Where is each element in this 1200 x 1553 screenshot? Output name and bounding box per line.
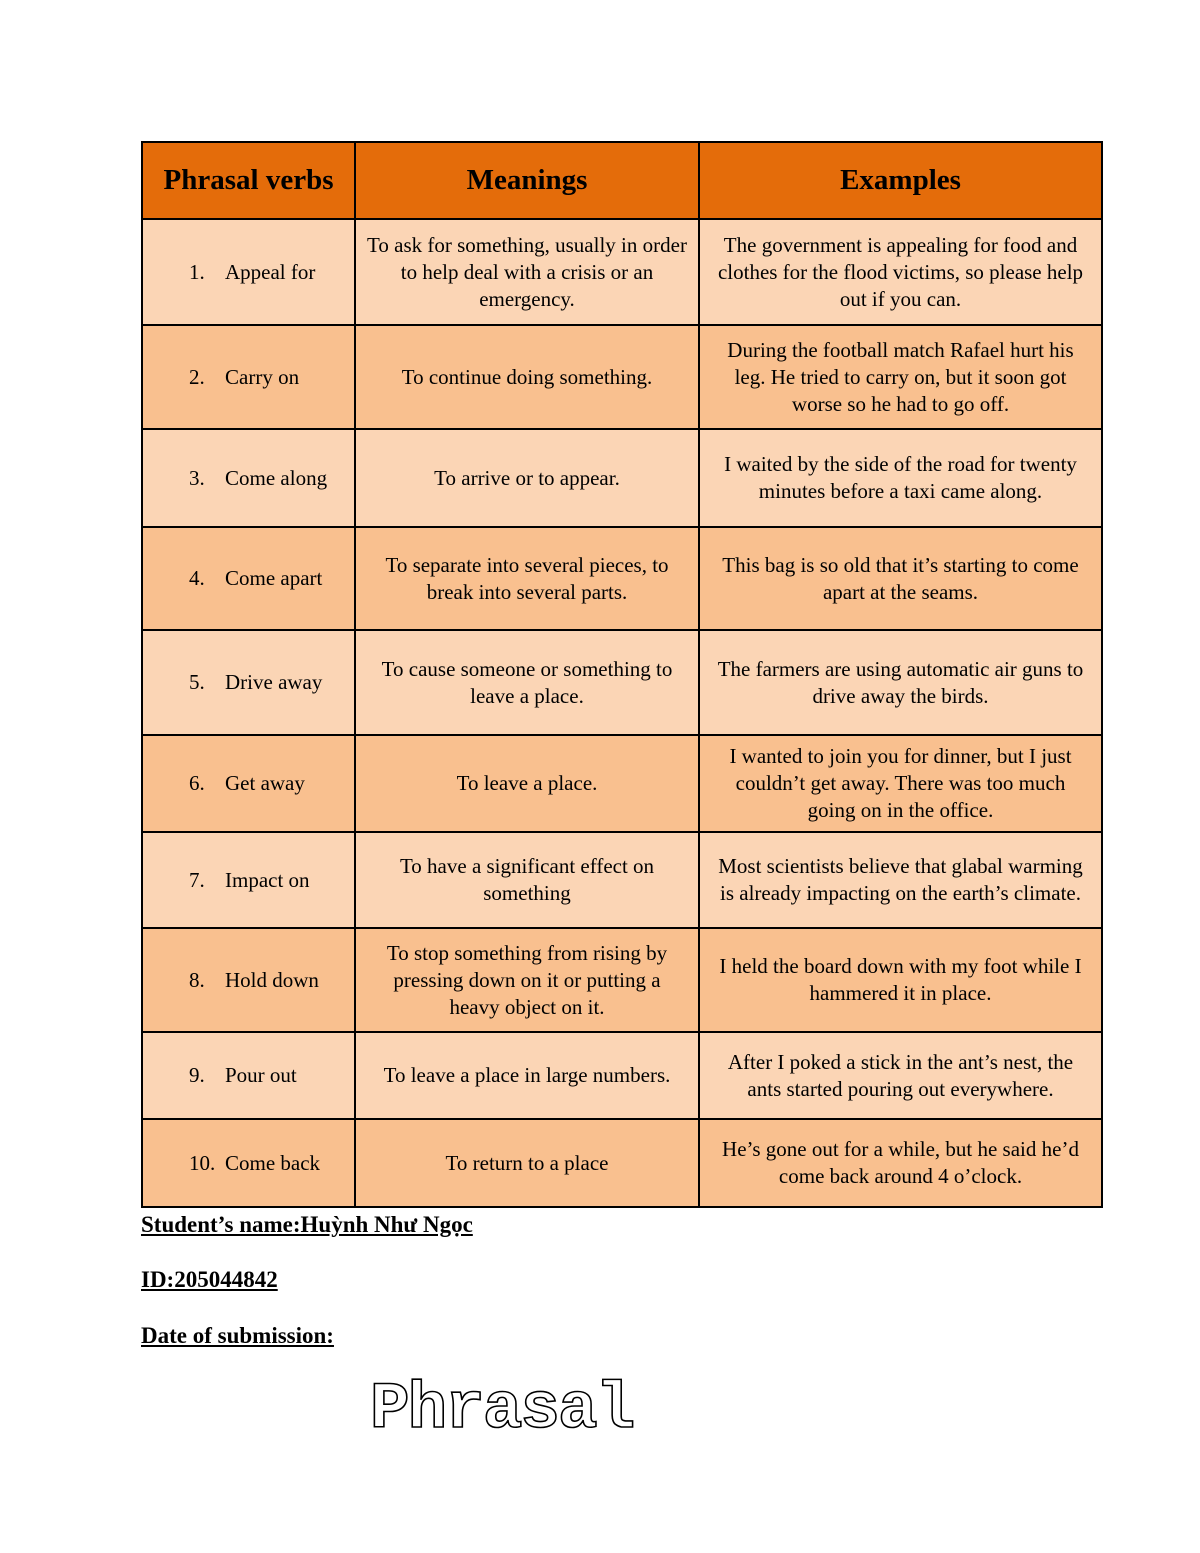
table-row: [142, 429, 1102, 527]
row-number: 9.: [189, 1063, 205, 1087]
table-row: [142, 832, 1102, 928]
example-cell: Most scientists believe that glabal warming is already impacting on the earth’s climate.: [699, 832, 1102, 928]
meaning-cell: To separate into several pieces, to break into several parts.: [355, 527, 699, 630]
verb-text: Get away: [225, 771, 305, 795]
verb-cell: [142, 429, 355, 527]
header-meanings: Meanings: [355, 142, 699, 219]
verb-cell: [142, 1119, 355, 1207]
table-row: [142, 325, 1102, 429]
meaning-cell: To cause someone or something to leave a place.: [355, 630, 699, 735]
row-number: 3.: [189, 465, 205, 490]
row-number: 7.: [189, 867, 205, 892]
verb-text: Appeal for: [225, 259, 316, 284]
example-cell: This bag is so old that it’s starting to come apart at the seams.: [699, 527, 1102, 630]
row-number: 10.: [189, 1150, 216, 1175]
table-header-row: [142, 142, 1102, 219]
verb-cell: [142, 527, 355, 630]
verb-cell: [142, 219, 355, 325]
verb-text: Hold down: [225, 967, 319, 992]
table-row: [142, 527, 1102, 630]
verb-text: Come apart: [225, 566, 323, 590]
date-of-submission: Date of submission:: [141, 1323, 334, 1348]
meaning-cell: To arrive or to appear.: [355, 429, 699, 527]
example-cell: He’s gone out for a while, but he said he’d come back around 4 o’clock.: [699, 1119, 1102, 1207]
header-phrasal-verbs: Phrasal verbs: [142, 142, 355, 219]
verb-cell: [142, 1032, 355, 1119]
table-row: [142, 630, 1102, 735]
example-cell: I wanted to join you for dinner, but I just couldn’t get away. There was too much going on in the office.: [699, 735, 1102, 832]
verb-cell: [142, 832, 355, 928]
example-cell: During the football match Rafael hurt his leg. He tried to carry on, but it soon got worse so he had to go off.: [699, 325, 1102, 429]
row-number: 1.: [189, 259, 205, 284]
meaning-cell: To leave a place in large numbers.: [355, 1032, 699, 1119]
example-cell: The government is appealing for food and clothes for the flood victims, so please help out if you can.: [699, 219, 1102, 325]
row-number: 4.: [189, 566, 205, 590]
verb-cell: [142, 928, 355, 1032]
verb-text: Carry on: [225, 364, 300, 389]
example-cell: I held the board down with my foot while I hammered it in place.: [699, 928, 1102, 1032]
meaning-cell: To leave a place.: [355, 735, 699, 832]
row-number: 8.: [189, 967, 205, 992]
example-cell: After I poked a stick in the ant’s nest, the ants started pouring out everywhere.: [699, 1032, 1102, 1119]
example-cell: The farmers are using automatic air guns to drive away the birds.: [699, 630, 1102, 735]
meaning-cell: To stop something from rising by pressing down on it or putting a heavy object on it.: [355, 928, 699, 1032]
row-number: 5.: [189, 670, 205, 694]
verb-text: Come back: [225, 1150, 321, 1175]
table-row: [142, 1032, 1102, 1119]
meaning-cell: To continue doing something.: [355, 325, 699, 429]
row-number: 2.: [189, 364, 205, 389]
meaning-cell: To have a significant effect on something: [355, 832, 699, 928]
verb-text: Pour out: [225, 1063, 297, 1087]
table-row: [142, 1119, 1102, 1207]
verb-text: Come along: [225, 465, 328, 490]
meaning-cell: To return to a place: [355, 1119, 699, 1207]
example-cell: I waited by the side of the road for twenty minutes before a taxi came along.: [699, 429, 1102, 527]
row-number: 6.: [189, 771, 205, 795]
verb-cell: [142, 325, 355, 429]
outline-title-word: Phrasal: [370, 1372, 634, 1447]
verb-cell: [142, 630, 355, 735]
meaning-cell: To ask for something, usually in order to help deal with a crisis or an emergency.: [355, 219, 699, 325]
table-row: [142, 735, 1102, 832]
phrasal-verbs-table: [141, 141, 1103, 1208]
verb-text: Drive away: [225, 670, 323, 694]
table-row: [142, 928, 1102, 1032]
student-name: Student’s name:Huỳnh Như Ngọc: [141, 1212, 473, 1237]
student-id: ID:205044842: [141, 1267, 278, 1292]
header-examples: Examples: [699, 142, 1102, 219]
verb-text: Impact on: [225, 867, 310, 892]
verb-cell: [142, 735, 355, 832]
table-row: [142, 219, 1102, 325]
